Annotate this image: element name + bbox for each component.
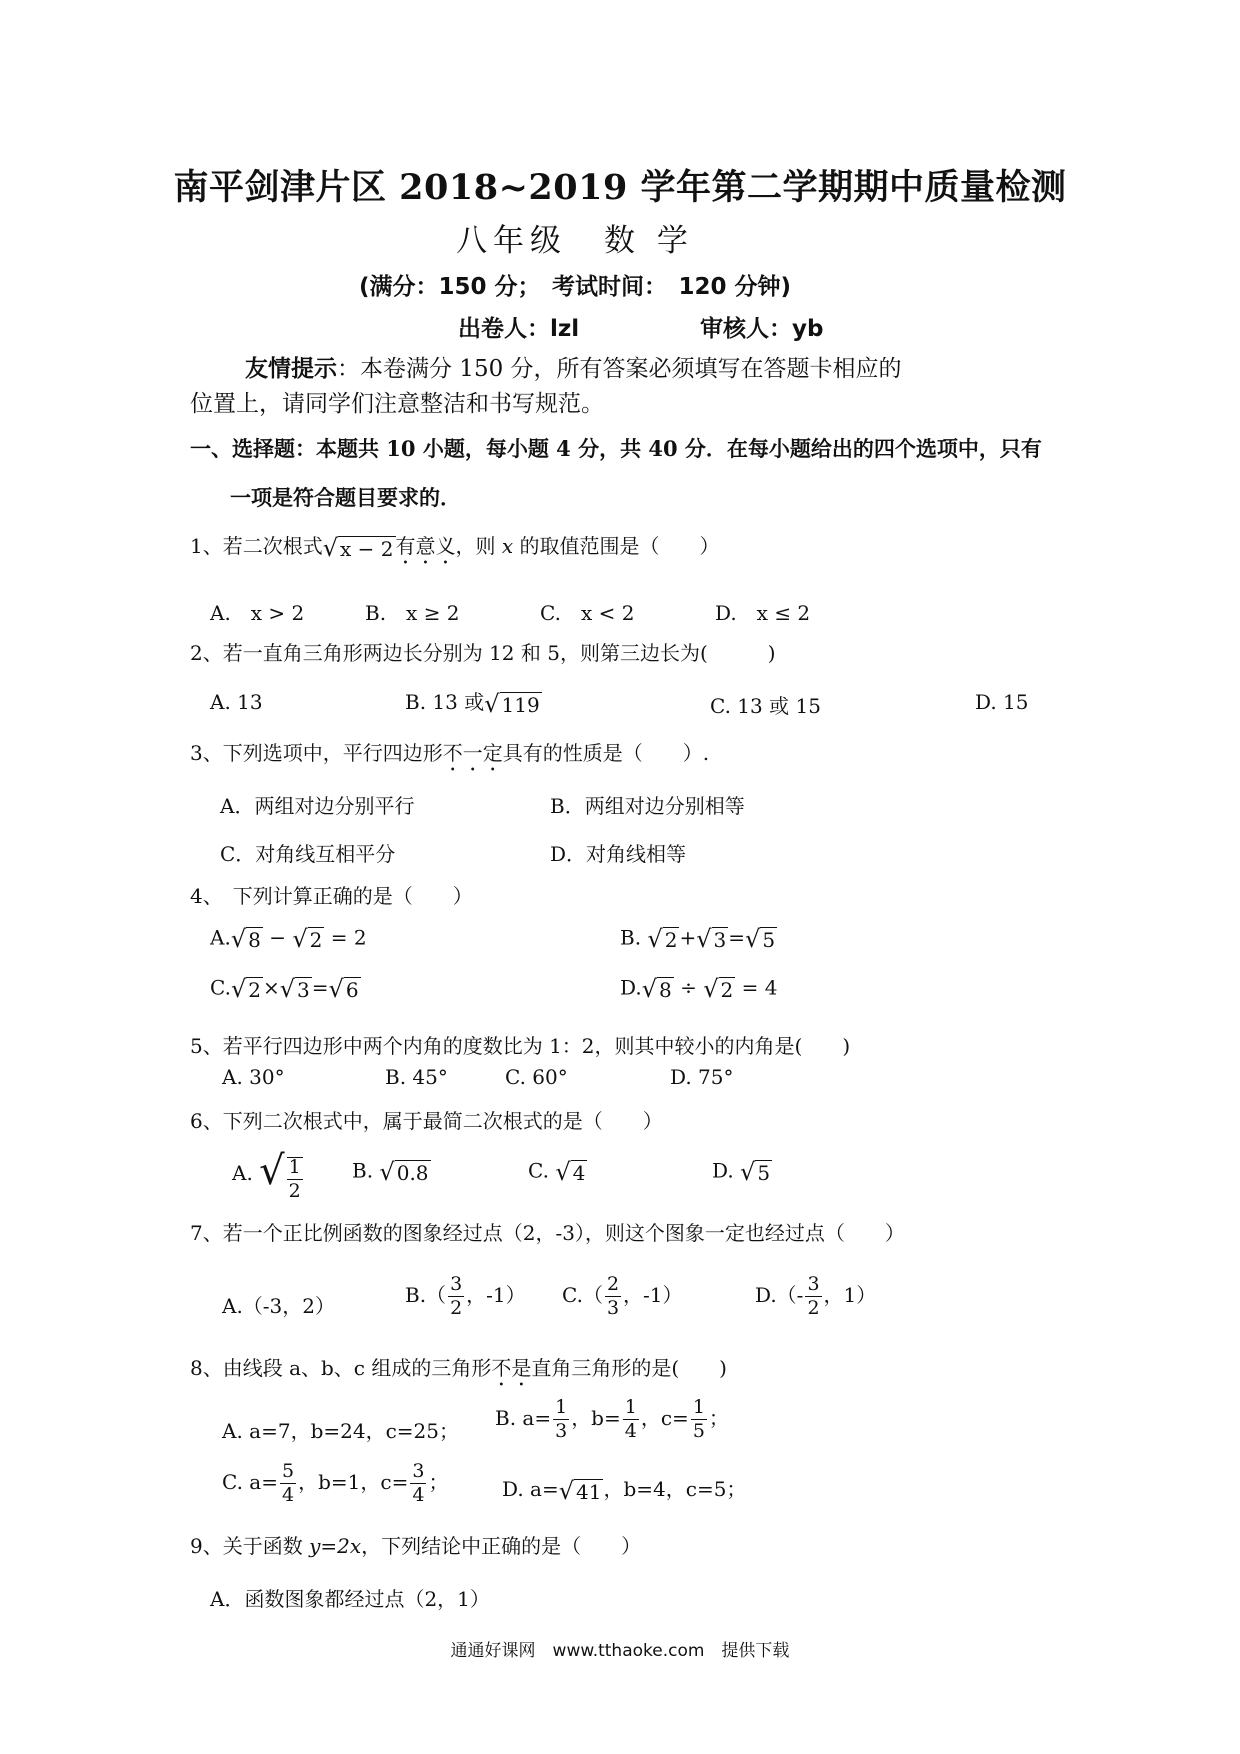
q7-b-den: 2 <box>450 1297 463 1319</box>
q4-b-radicand-2: 3 <box>713 928 727 952</box>
q8-b-c: ，c= <box>640 1406 689 1430</box>
q8-pre: 8、由线段 a、b、c 组成的三角形 <box>190 1356 492 1380</box>
q6-c-label: C. <box>528 1158 549 1183</box>
q6-d-radical: √ 5 <box>740 1158 771 1186</box>
q5-option-a: A. 30° <box>222 1065 285 1089</box>
q8-c-a-den: 4 <box>282 1484 295 1506</box>
q8-d-radical: √ 41 <box>558 1476 602 1505</box>
q4-b-rad3: √ 5 <box>745 925 776 953</box>
q1-dotted: 有意义 <box>395 534 456 558</box>
q3-post: 具有的性质是（ ）. <box>502 741 710 765</box>
q4-d-rad2: √ 2 <box>703 975 734 1003</box>
q7-c-den: 3 <box>606 1297 620 1319</box>
q7-c-pre: C.（ <box>562 1283 603 1307</box>
q9-option-a: A．函数图象都经过点（2，1） <box>210 1587 490 1611</box>
q9-pre: 9、关于函数 <box>190 1534 310 1558</box>
q1-radicand: x − 2 <box>340 536 394 561</box>
q4-a-radicand-1: 8 <box>248 928 261 952</box>
q6-a-den: 2 <box>288 1179 301 1202</box>
q6-d-label: D. <box>712 1158 734 1183</box>
q8-b-frac-a <box>553 1398 569 1441</box>
q1-radical: √ x − 2 <box>322 533 394 562</box>
q6-b-radicand: 0.8 <box>396 1161 429 1185</box>
question-7: 7、若一个正比例函数的图象经过点（2，-3），则这个图象一定也经过点（ ） <box>190 1221 905 1245</box>
q4-a-rad2: √ 2 <box>292 925 323 953</box>
q1-post-b: ，则 <box>455 534 502 558</box>
q6-a-radical: √ $\frac{1}{2}$ <box>259 1148 301 1202</box>
question-4: 4、 下列计算正确的是（ ） <box>190 884 473 908</box>
q1-pre: 1、若二次根式 <box>190 534 323 558</box>
q6-option-b <box>352 1158 431 1186</box>
q7-option-d <box>755 1275 876 1318</box>
q8-b-c-num: 1 <box>692 1396 705 1418</box>
q4-d-radicand-2: 2 <box>720 978 734 1002</box>
q8-b-frac-b <box>623 1398 639 1441</box>
q7-option-c <box>562 1275 683 1318</box>
q8-option-a: A. a=7，b=24，c=25； <box>222 1419 459 1443</box>
q4-c-radicand-1: 2 <box>248 978 261 1002</box>
q5-option-d: D. 75° <box>670 1065 734 1089</box>
q4-a-result: = 2 <box>330 925 367 950</box>
q8-c-a-num: 5 <box>282 1460 295 1482</box>
question-8 <box>190 1352 727 1391</box>
q8-option-b <box>495 1398 729 1441</box>
q3-option-c: C．对角线互相平分 <box>220 842 396 866</box>
q8-b-a: B. a= <box>495 1406 552 1430</box>
q4-c-radicand-2: 3 <box>297 978 310 1002</box>
q7-d-post: ，1） <box>823 1283 877 1307</box>
q1-var: x <box>501 534 514 558</box>
q8-post: 直角三角形的是( ) <box>531 1356 727 1380</box>
q7-b-num: 3 <box>450 1273 463 1295</box>
q4-option-d <box>620 975 777 1003</box>
q6-c-radicand: 4 <box>572 1161 586 1185</box>
q4-c-rad2: √ 3 <box>279 975 310 1003</box>
reviewer-label: 审核人：yb <box>700 316 824 342</box>
q3-dotted: 不一定 <box>442 741 503 765</box>
q8-option-c <box>222 1462 448 1505</box>
score-info: (满分：150 分； 考试时间： 120 分钟) <box>358 274 792 300</box>
section1-line1: 一、选择题：本题共 10 小题，每小题 4 分，共 40 分．在每小题给出的四个选项中，只有 <box>190 436 1042 461</box>
q4-c-radicand-3: 6 <box>345 978 359 1002</box>
q4-a-radicand-2: 2 <box>309 928 323 952</box>
footer-credit: 通通好课网 www.tthaoke.com 提供下载 <box>450 1641 790 1661</box>
q1-option-c: C. x < 2 <box>540 601 635 625</box>
q7-d-pre: D.（- <box>755 1283 804 1307</box>
q6-a-num: 1 <box>288 1155 301 1178</box>
q4-d-op: ÷ <box>680 975 697 1000</box>
q8-option-d <box>502 1473 746 1505</box>
q8-c-frac-c <box>410 1462 426 1505</box>
q3-option-a: A．两组对边分别平行 <box>220 794 415 818</box>
q7-b-post: ，-1） <box>466 1283 526 1307</box>
tip-label: 友情提示 <box>245 355 337 382</box>
q8-b-a-num: 1 <box>555 1396 568 1418</box>
q2-b-radical: √ 119 <box>484 689 540 718</box>
page-subtitle: 八年级 数 学 <box>456 223 694 259</box>
q4-c-rad1: √ 2 <box>230 975 261 1003</box>
tip-line1 <box>245 350 902 383</box>
q4-b-eq: = <box>728 925 746 950</box>
q1-option-b: B. x ≥ 2 <box>365 601 460 625</box>
q8-b-a-den: 3 <box>555 1420 568 1442</box>
q8-dotted: 不是 <box>491 1356 532 1380</box>
q4-a-label: A. <box>210 925 231 950</box>
q4-d-radicand-1: 8 <box>658 978 672 1002</box>
q4-d-rad1: √ 8 <box>641 975 672 1003</box>
q2-b-text: B. 13 或 <box>405 690 485 714</box>
q4-b-radicand-1: 2 <box>664 928 678 952</box>
q7-option-a: A.（-3，2） <box>222 1294 336 1318</box>
q2-option-b <box>405 686 542 718</box>
q8-b-end: ； <box>708 1406 729 1430</box>
q8-c-a: C. a= <box>222 1470 278 1494</box>
q8-d-post: ，b=4，c=5； <box>603 1477 747 1501</box>
question-1 <box>190 530 720 569</box>
q8-b-frac-c <box>691 1398 707 1441</box>
q6-option-c <box>528 1158 587 1186</box>
tip-line2: 位置上，请同学们注意整洁和书写规范。 <box>190 391 604 417</box>
q8-c-c-den: 4 <box>412 1484 425 1506</box>
q8-c-b: ，b=1，c= <box>298 1470 409 1494</box>
q6-d-radicand: 5 <box>757 1161 771 1185</box>
q2-b-radicand: 119 <box>501 692 540 717</box>
question-6: 6、下列二次根式中，属于最简二次根式的是（ ） <box>190 1109 663 1133</box>
q9-post: ，下列结论中正确的是（ ） <box>361 1534 642 1558</box>
q8-d-radicand: 41 <box>576 1479 602 1504</box>
q8-b-c-den: 5 <box>692 1420 705 1442</box>
q7-c-num: 2 <box>606 1273 620 1295</box>
q4-option-a <box>210 925 367 953</box>
q4-b-rad2: √ 3 <box>696 925 727 953</box>
q2-option-a: A. 13 <box>210 690 263 714</box>
q5-option-b: B. 45° <box>385 1065 448 1089</box>
page-title: 南平剑津片区 2018~2019 学年第二学期期中质量检测 <box>173 167 1067 208</box>
q7-option-b <box>405 1275 526 1318</box>
question-3 <box>190 737 709 776</box>
q4-c-rad3: √ 6 <box>328 975 359 1003</box>
q2-option-c: C. 13 或 15 <box>710 694 821 718</box>
q4-a-op: − <box>269 925 286 950</box>
q8-c-frac-a <box>280 1462 296 1505</box>
question-5: 5、若平行四边形中两个内角的度数比为 1：2，则其中较小的内角是( ) <box>190 1034 851 1058</box>
q7-b-frac <box>448 1275 464 1318</box>
question-9 <box>190 1530 641 1559</box>
q6-option-a <box>232 1148 305 1201</box>
q4-b-op: + <box>679 925 697 950</box>
q3-pre: 3、下列选项中，平行四边形 <box>190 741 443 765</box>
q1-option-d: D. x ≤ 2 <box>715 601 811 625</box>
q8-b-b-num: 1 <box>624 1396 637 1418</box>
q4-b-label: B. <box>620 925 642 950</box>
q4-d-result: = 4 <box>741 975 778 1000</box>
q8-c-end: ； <box>428 1470 449 1494</box>
question-2: 2、若一直角三角形两边长分别为 12 和 5，则第三边长为( ) <box>190 641 776 665</box>
q4-option-b <box>620 925 777 953</box>
q2-option-d: D. 15 <box>975 690 1029 714</box>
q4-c-label: C. <box>210 975 231 1000</box>
q3-option-d: D．对角线相等 <box>550 842 687 866</box>
q6-option-d <box>712 1158 772 1186</box>
q8-b-b: ，b= <box>571 1406 621 1430</box>
q5-option-c: C. 60° <box>505 1065 568 1089</box>
q4-b-rad1: √ 2 <box>647 925 678 953</box>
q7-d-num: 3 <box>807 1273 820 1295</box>
q4-c-eq: = <box>311 975 329 1000</box>
q6-a-label: A. <box>232 1160 253 1185</box>
q7-c-frac <box>605 1275 621 1318</box>
q4-b-radicand-3: 5 <box>762 928 776 952</box>
q4-option-c <box>210 975 361 1003</box>
section1-line2: 一项是符合题目要求的． <box>230 485 461 510</box>
q8-d-pre: D. a= <box>502 1477 559 1501</box>
q9-function: y=2x <box>309 1534 362 1558</box>
q1-post-c: 的取值范围是（ ） <box>513 534 720 558</box>
q4-c-op: × <box>262 975 280 1000</box>
tip-text-1: ：本卷满分 150 分，所有答案必须填写在答题卡相应的 <box>337 356 902 382</box>
q6-b-label: B. <box>352 1158 374 1183</box>
q3-option-b: B．两组对边分别相等 <box>550 794 745 818</box>
q8-c-c-num: 3 <box>412 1460 425 1482</box>
q6-c-radical: √ 4 <box>555 1158 586 1186</box>
q8-b-b-den: 4 <box>624 1420 637 1442</box>
q7-c-post: ，-1） <box>623 1283 683 1307</box>
q7-d-frac <box>805 1275 821 1318</box>
author-label: 出卷人：lzl <box>458 316 580 342</box>
q7-b-pre: B.（ <box>405 1283 447 1307</box>
q6-b-radical: √ 0.8 <box>379 1158 429 1186</box>
q1-option-a: A. x > 2 <box>210 601 305 625</box>
q7-d-den: 2 <box>807 1297 820 1319</box>
q4-a-rad1: √ 8 <box>230 925 261 953</box>
q4-d-label: D. <box>620 975 642 1000</box>
